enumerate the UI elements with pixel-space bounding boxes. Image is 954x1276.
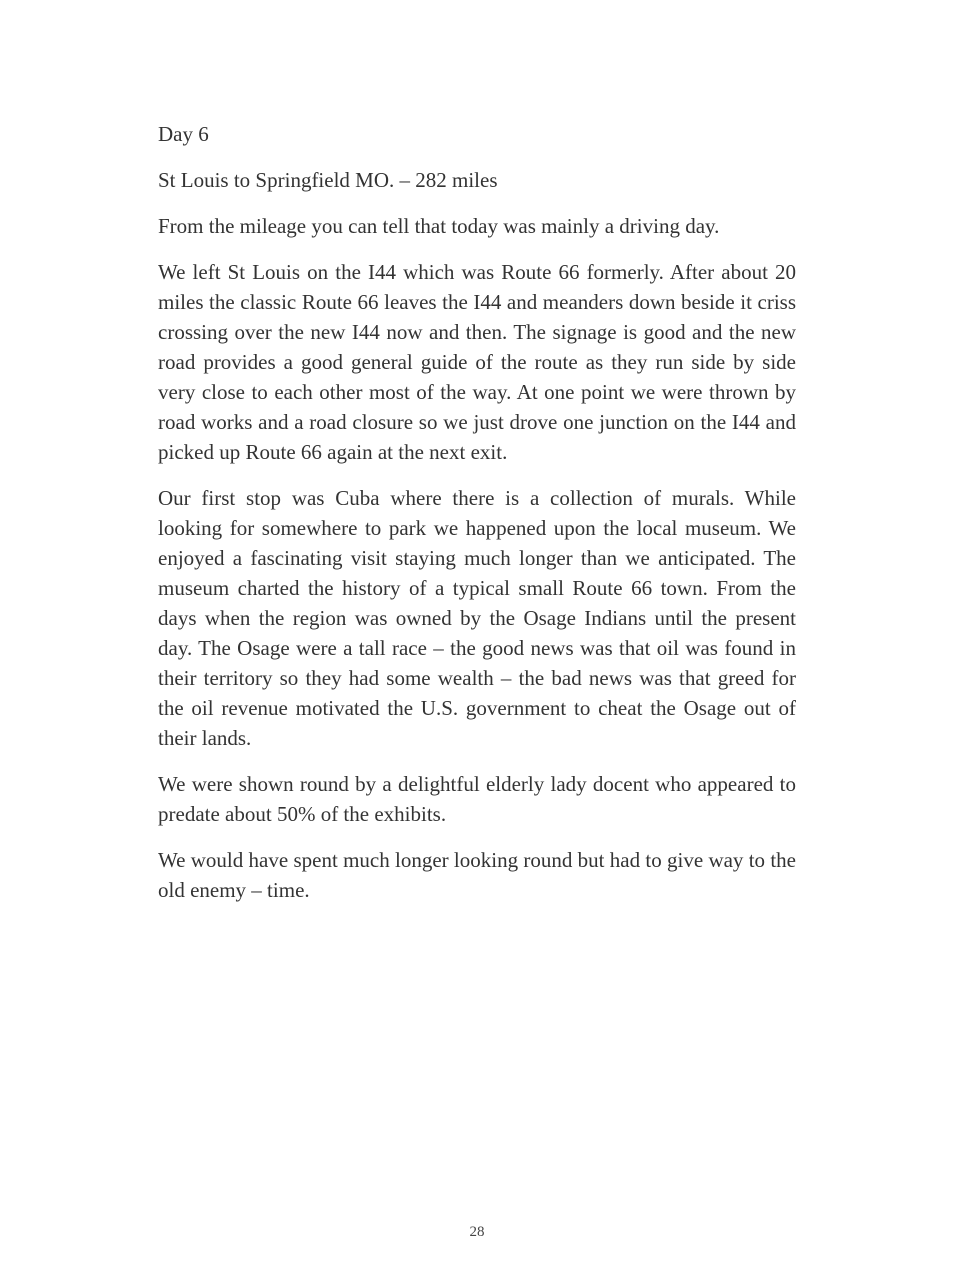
page-number: 28 xyxy=(469,1224,485,1240)
paragraph-time: We would have spent much longer looking round but had to give way to the old enemy – time. xyxy=(158,848,796,902)
paragraph-docent: We were shown round by a delightful elderly lady docent who appeared to predate about 50% of the exhibits. xyxy=(158,772,796,826)
route-subheading: St Louis to Springfield MO. – 282 miles xyxy=(158,168,498,192)
page-content xyxy=(158,119,796,921)
day-heading: Day 6 xyxy=(158,122,209,146)
paragraph-cuba: Our first stop was Cuba where there is a collection of murals. While looking for somewhere to park we happened upon the local museum. We enjoyed a fascinating visit staying much longer than we anticipated. The museum charted the history of a typical small Route 66 town. From the days when the region was owned by the Osage Indians until the present day. The Osage were a tall race – the good news was that oil was found in their territory so they had some wealth – the bad news was that greed for the oil revenue motivated the U.S. government to cheat the Osage out of their lands. xyxy=(158,486,796,750)
paragraph-mileage: From the mileage you can tell that today was mainly a driving day. xyxy=(158,214,720,238)
paragraph-route: We left St Louis on the I44 which was Route 66 formerly. After about 20 miles the classic Route 66 leaves the I44 and meanders down beside it criss crossing over the new I44 now and then. The signage is good and the new road provides a good general guide of the route as they run side by side very close to each other most of the way. At one point we were thrown by road works and a road closure so we just drove one junction on the I44 and picked up Route 66 again at the next exit. xyxy=(158,260,796,464)
